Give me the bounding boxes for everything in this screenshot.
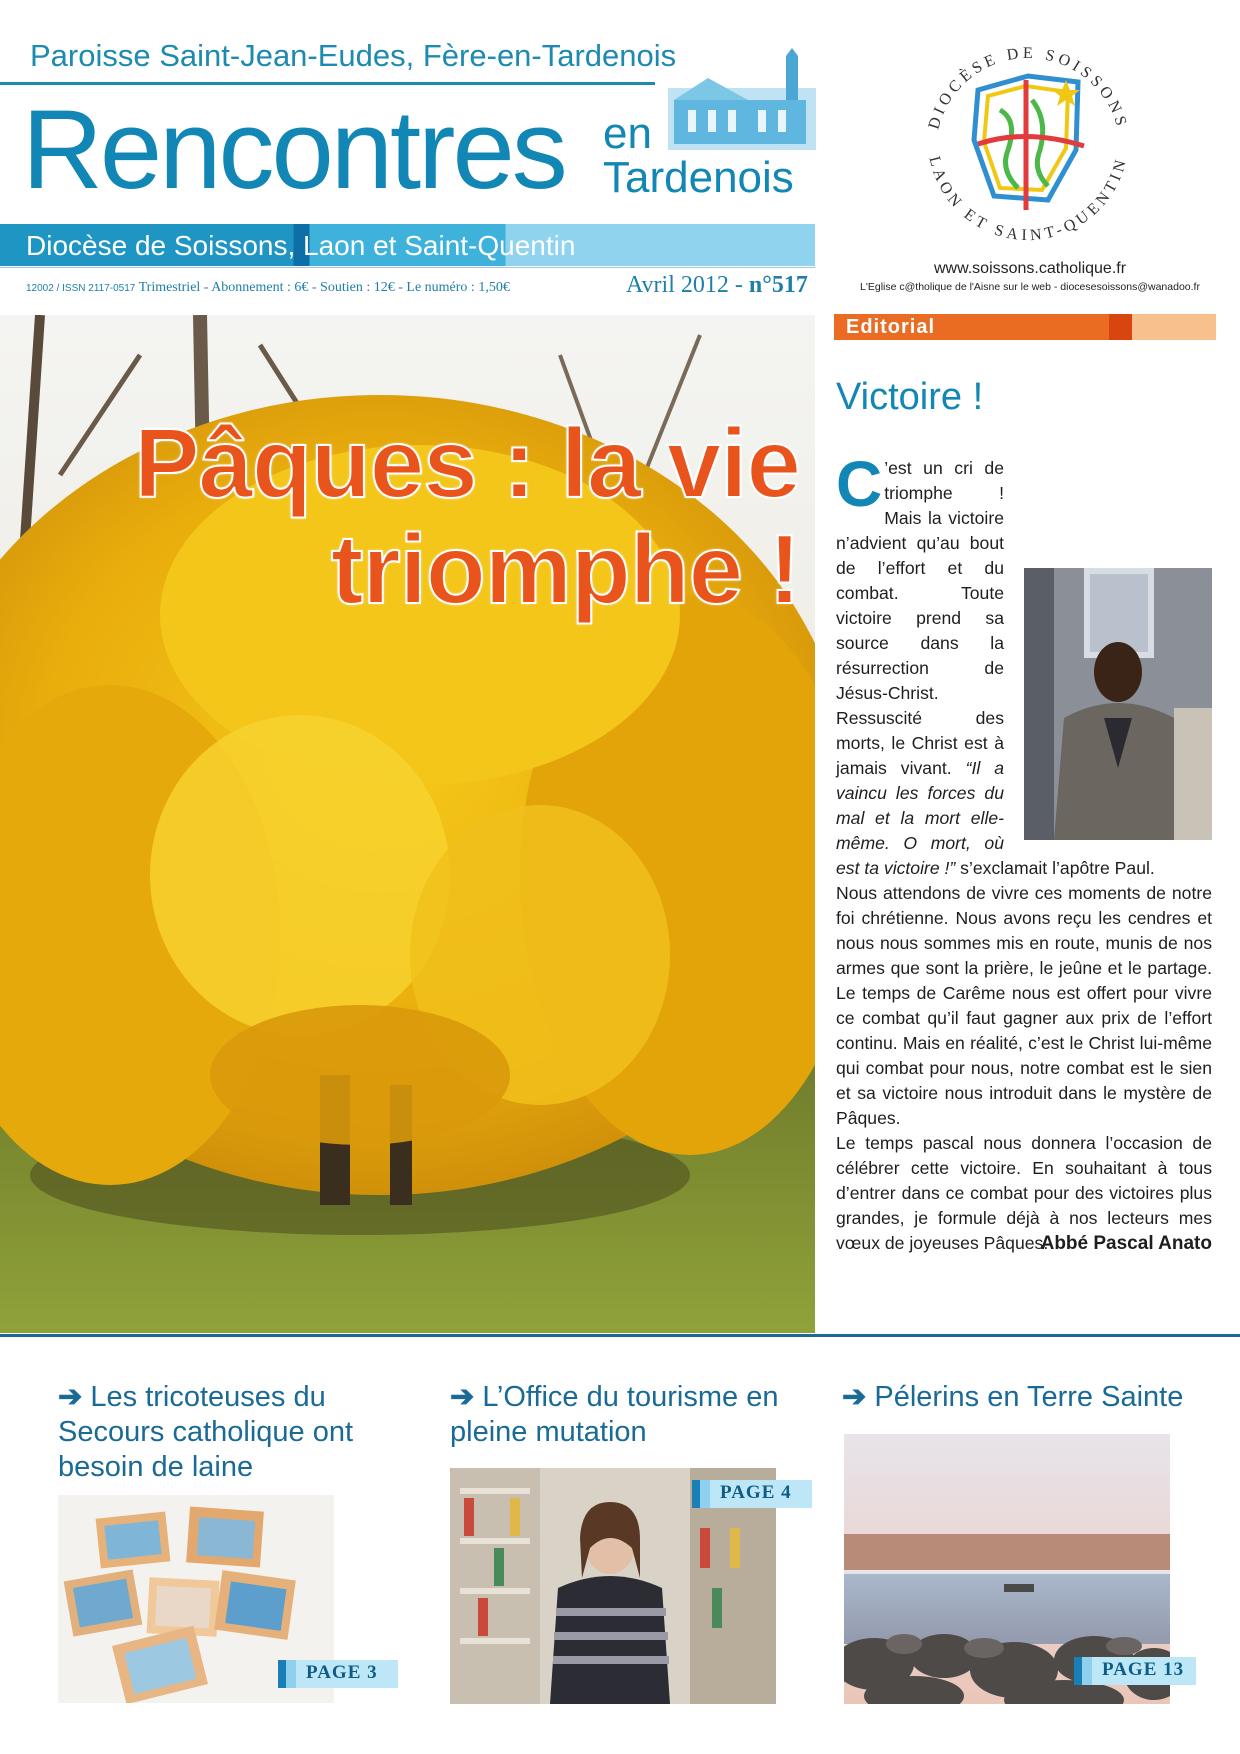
magazine-title-region: Tardenois bbox=[603, 153, 794, 202]
arrow-right-icon: ➔ bbox=[58, 1381, 83, 1413]
issue-number: n°517 bbox=[748, 272, 808, 298]
diocese-logo bbox=[908, 20, 1148, 260]
teaser-title-text: Les tricoteuses du Secours catholique ont besoin de laine bbox=[58, 1381, 354, 1483]
masthead-divider bbox=[0, 267, 815, 268]
website-tagline: L'Eglise c@tholique de l'Aisne sur le web - diocesesoissons@wanadoo.fr bbox=[860, 281, 1200, 293]
teaser-title-knitters[interactable] bbox=[58, 1380, 388, 1485]
issn: 12002 / ISSN 2117-0517 bbox=[26, 283, 136, 294]
issue-date: Avril 2012 - bbox=[626, 272, 749, 298]
editorial-title: Victoire ! bbox=[836, 376, 984, 418]
magazine-title: Rencontres bbox=[22, 87, 565, 212]
bottom-divider bbox=[0, 1334, 1240, 1337]
website-url[interactable]: www.soissons.catholique.fr bbox=[933, 260, 1127, 277]
cover-headline bbox=[60, 410, 800, 622]
arrow-right-icon: ➔ bbox=[450, 1381, 475, 1413]
teaser-title-tourism-office[interactable] bbox=[450, 1380, 810, 1450]
logo-ring-top: DIOCÈSE DE SOISSONS bbox=[925, 44, 1131, 132]
editorial-paragraph-3: Le temps pascal nous donnera l’occasion de célébrer cette victoire. En souhaitant à tous d’entrer dans ce combat pour des victoires plus grandes, je formule déjà à nos lecteurs mes vœux de joyeuses Pâques. bbox=[836, 1133, 1212, 1253]
teaser-title-text: L’Office du tourisme en pleine mutation bbox=[450, 1381, 779, 1448]
parish-name: Paroisse Saint-Jean-Eudes, Fère-en-Tardenois bbox=[30, 38, 677, 73]
teaser-title-pilgrims[interactable] bbox=[842, 1380, 1202, 1415]
editorial-label: Editorial bbox=[846, 316, 936, 338]
editorial-paragraph-1-text: ’est un cri de triomphe ! Mais la victoire n’advient qu’au bout de l’effort et du combat. Toute victoire prend sa source dans la résurrection de Jésus-Christ. Ressuscité des morts, le Christ est à jamais vivant. bbox=[836, 458, 1004, 778]
editorial-signature: Abbé Pascal Anato bbox=[1040, 1233, 1212, 1254]
magazine-title-en: en bbox=[603, 109, 652, 158]
page-reference-3[interactable]: PAGE 3 bbox=[278, 1660, 398, 1688]
author-photo bbox=[1024, 568, 1212, 840]
page-reference-4[interactable]: PAGE 4 bbox=[692, 1480, 812, 1508]
editorial-dropcap: C bbox=[836, 448, 883, 520]
page-reference-13[interactable]: PAGE 13 bbox=[1074, 1657, 1196, 1685]
editorial-paragraph-1-end: s’exclamait l’apôtre Paul. bbox=[955, 858, 1155, 878]
diocese-name: Diocèse de Soissons, Laon et Saint-Quentin bbox=[26, 230, 576, 261]
logo-ring-bottom: LAON ET SAINT-QUENTIN bbox=[925, 154, 1131, 245]
arrow-right-icon: ➔ bbox=[842, 1381, 867, 1413]
editorial-quote: “Il a vaincu les forces du mal et la mort elle-même. O mort, où est ta victoire !” bbox=[836, 758, 1004, 878]
issue-info bbox=[626, 272, 808, 299]
teaser-title-text: Pélerins en Terre Sainte bbox=[874, 1381, 1184, 1413]
parish-underline bbox=[0, 82, 655, 85]
church-image bbox=[668, 48, 816, 150]
cover-headline-line1: Pâques : la vie bbox=[134, 408, 800, 518]
editorial-paragraph-2: Nous attendons de vivre ces moments de notre foi chrétienne. Nous avons reçu les cendres et nous nous sommes mis en route, munis de nos armes que sont la prière, le jeûne et le partage. Le temps de Carême nous est offert pour vivre ce combat qu’il faut gagner aux prix de l’effort continu. Mais en réalité, c’est le Christ lui-même qui combat pour nous, notre combat est le sien et sa victoire nous introduit dans le mystère de Pâques. bbox=[836, 883, 1212, 1128]
publication-info bbox=[26, 280, 510, 296]
cover-headline-line2: triomphe ! bbox=[330, 514, 800, 624]
subscription-info: Trimestriel - Abonnement : 6€ - Soutien : 12€ - Le numéro : 1,50€ bbox=[138, 280, 510, 295]
